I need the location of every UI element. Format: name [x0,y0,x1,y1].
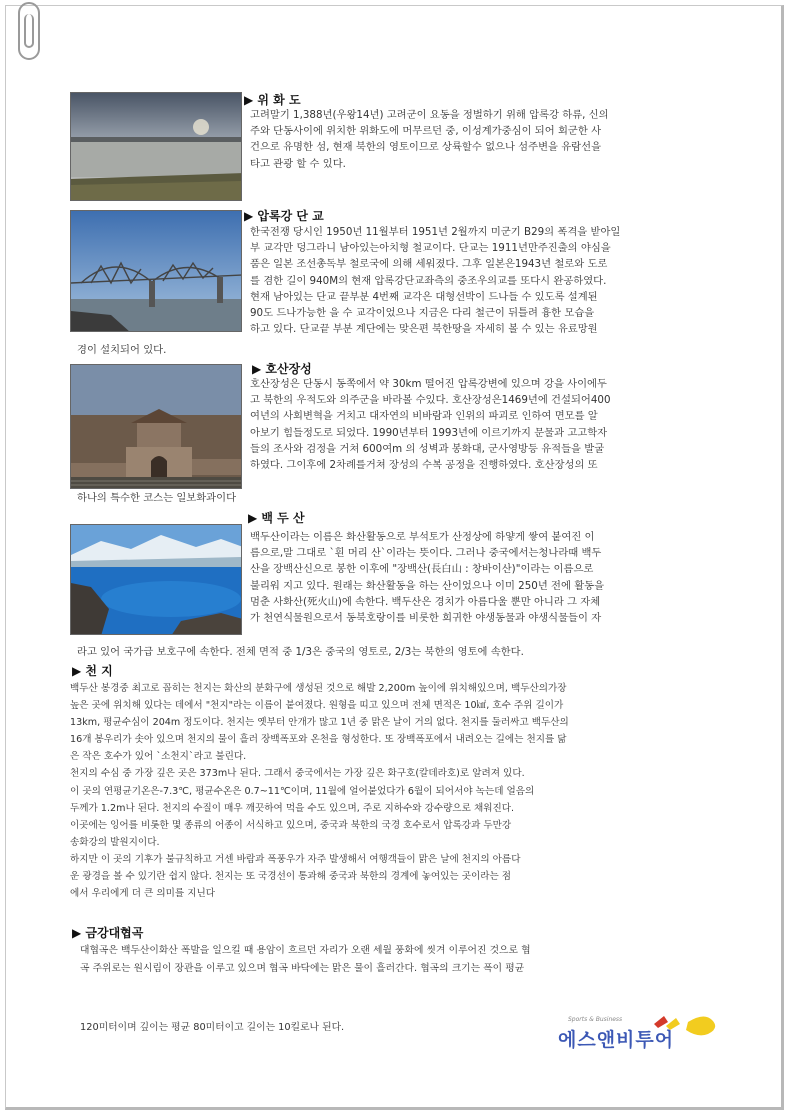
baekdu-text-tail [77,644,727,660]
text-line: 16개 봉우리가 솟아 있으며 천지의 물이 흘러 장백폭포와 온천을 형성한다. 또 장백폭포에서 내려오는 길에는 천지를 닮 [70,734,567,746]
paperclip-icon [18,2,40,60]
text-line: 하였다. 그이후에 2차례를거쳐 장성의 수복 공정을 진행하였다. 호산장성의 또 [250,459,598,472]
company-logo [558,1016,728,1056]
text-line: 송화강의 발원지이다. [70,836,160,848]
text-line: 백두산이라는 이름은 화산활동으로 부석토가 산정상에 하얗게 쌓여 붙여진 이 [250,531,595,543]
text-line: 건으로 유명한 섬, 현재 북한의 영토이므로 상륙할수 없으나 섬주변을 유람선을 [250,141,602,154]
text-line: 멈춘 사화산(死火山)에 속한다. 백두산은 경치가 아름다울 뿐만 아니라 그 자체 [250,595,601,608]
text-line: 이곳에는 잉어를 비롯한 몇 종류의 어종이 서식하고 있으며, 중국과 북한의 국경 호수로서 압록강과 두만강 [70,819,512,831]
text-line: 에서 우리에게 더 큰 의미를 지닌다 [70,888,215,900]
text-line: 은 작은 호수가 있어 `소천지`라고 불린다. [70,751,247,763]
text-line: 운 광경을 볼 수 있기란 쉽지 않다. 천지는 또 국경선이 통과해 중국과 북한의 경계에 놓여있는 곳이라는 점 [70,871,512,883]
wihwado-photo [70,92,242,201]
text-line: 하나의 특수한 코스는 일보화과이다 [77,492,237,504]
baekdu-cheonji-photo [70,524,242,635]
baekdu-heading: ▶ 백 두 산 [248,511,305,525]
text-line: 90도 드나가능한 을 수 교각이었으나 지금은 다리 철근이 뒤틀려 흉한 모습을 [250,307,595,320]
text-line: 불리워 지고 있다. 원래는 화산활동을 하는 산이었으나 이미 250년 전에 활동을 [250,579,605,592]
hushan-great-wall-photo [70,364,242,489]
text-line: 고려말기 1,388년(우왕14년) 고려군이 요동을 정벌하기 위해 압록강 하류, 신의 [250,109,609,121]
logo-tagline: Sports & Business [568,1016,623,1023]
bridge-text [250,224,726,337]
text-line: 호산장성은 단동시 동쪽에서 약 30km 떨어진 압록강변에 있으며 강을 사이에두 [250,378,607,390]
text-line: 산을 장백산신으로 봉한 이후에 "장백산(長白山 : 창바이산)"이라는 이름으로 [250,563,594,576]
cheonji-text [70,680,726,902]
bridge-heading: ▶ 압록강 단 교 [244,209,324,223]
canyon-heading: ▶ 금강대협곡 [72,926,144,940]
text-line: 여년의 사회변혁을 거치고 대자연의 비바람과 인위의 파괴로 인하여 면모를 알 [250,410,598,423]
text-line: 부 교각만 덩그라니 남아있는아치형 철교이다. 단교는 1911년만주진출의 야심을 [250,242,611,255]
text-line: 가 천연식물원으로서 동북호랑이를 비롯한 희귀한 야생동물과 야생식물들이 자 [250,612,602,625]
text-line: 타고 관광 할 수 있다. [250,157,346,170]
text-line: 백두산 봉경중 최고로 꼽히는 천지는 화산의 분화구에 생성된 것으로 해발 2,200m 높이에 위치해있으며, 백두산의가장 [70,683,567,694]
canyon-text [80,942,726,977]
text-line: 120미터이며 깊이는 평균 80미터이고 길이는 10킬로나 된다. [80,1022,345,1033]
text-line: 높은 곳에 위치해 있다는 데에서 "천지"라는 이름이 붙여졌다. 원형을 띠고 있으며 전체 면적은 10㎢, 호수 주위 길이가 [70,700,564,712]
text-line: 고 북한의 우적도와 의주군을 바라볼 수있다. 호산장성은1469년에 건설되어400 [250,394,611,407]
text-line: 품은 일본 조선총독부 철로국에 의해 세워졌다. 그후 일본은1943년 철로와 도로 [250,258,608,271]
bridge-photo [70,210,242,332]
text-line: 경이 설치되어 있다. [77,344,167,356]
text-line: 천지의 수심 중 가장 깊은 곳은 373m나 된다. 그래서 중국에서는 가장 깊은 화구호(칼데라호)로 알려져 있다. [70,768,525,780]
logo-wordmark: 에스앤비투어 [558,1029,675,1051]
baekdu-text [250,529,726,626]
text-line: 라고 있어 국가급 보호구에 속한다. 전체 면적 중 1/3은 중국의 영토로, 2/3는 북한의 영토에 속한다. [77,646,524,658]
hushan-heading: ▶ 호산장성 [252,362,312,376]
wihwado-text [250,107,726,172]
text-line: 하고 있다. 단교끝 부분 계단에는 맞은편 북한땅을 자세히 볼 수 있는 유료망원 [250,323,598,336]
text-line: 대협곡은 백두산이화산 폭발을 일으킬 때 용암이 흐르던 자리가 오랜 세월 풍화에 씻겨 이루어진 것으로 협 [80,945,531,956]
text-line: 아보기 힘들정도로 되었다. 1990년부터 1993년에 이르기까지 문물과 고고학자 [250,426,608,439]
bridge-text-tail [77,342,377,358]
text-line: 를 겸한 길이 940M의 현재 압록강단교좌측의 중조우의교를 또다시 완공하였다. [250,274,607,287]
hushan-text-tail [77,490,377,506]
cheonji-heading: ▶ 천 지 [72,664,113,678]
hushan-text [250,376,726,473]
text-line: 들의 조사와 검정을 거쳐 600여m 의 성벽과 봉화대, 군사영방등 유적들을 발굴 [250,442,605,455]
text-line: 한국전쟁 당시인 1950년 11월부터 1951년 2월까지 미군기 B29의 폭격을 받아일 [250,226,621,238]
text-line: 두께가 1.2m나 된다. 천지의 수질이 매우 깨끗하여 먹을 수도 있으며, 주로 지하수와 강수량으로 채워진다. [70,802,515,814]
wihwado-heading: ▶ 위 화 도 [244,93,301,107]
canyon-text-tail [80,1020,480,1036]
text-line: 름으로,말 그대로 `흰 머리 산`이라는 뜻이다. 그러나 중국에서는청나라때 백두 [250,547,602,560]
text-line: 하지만 이 곳의 기후가 불규칙하고 거센 바람과 폭풍우가 자주 발생해서 여행객들이 맑은 날에 천지의 아름다 [70,853,521,865]
text-line: 이 곳의 연평균기온은-7.3℃, 평균수온은 0.7~11℃이며, 11월에 얼어붙었다가 6월이 되어서야 녹는데 얼음의 [70,785,535,797]
text-line: 주와 단동사이에 위치한 위화도에 머무르던 중, 이성계가중심이 되어 회군한 사 [250,125,602,138]
text-line: 곡 주위로는 원시림이 장관을 이루고 있으며 협곡 바닥에는 맑은 물이 흘러간다. 협곡의 크기는 폭이 평균 [80,962,525,974]
text-line: 13km, 평균수심이 204m 정도이다. 천지는 옛부터 안개가 많고 1년 중 맑은 날이 거의 없다. 천지를 둘러싸고 백두산의 [70,717,569,729]
text-line: 현재 남아있는 단교 끝부분 4번째 교각은 대형선박이 드나들 수 있도록 설계된 [250,290,598,303]
